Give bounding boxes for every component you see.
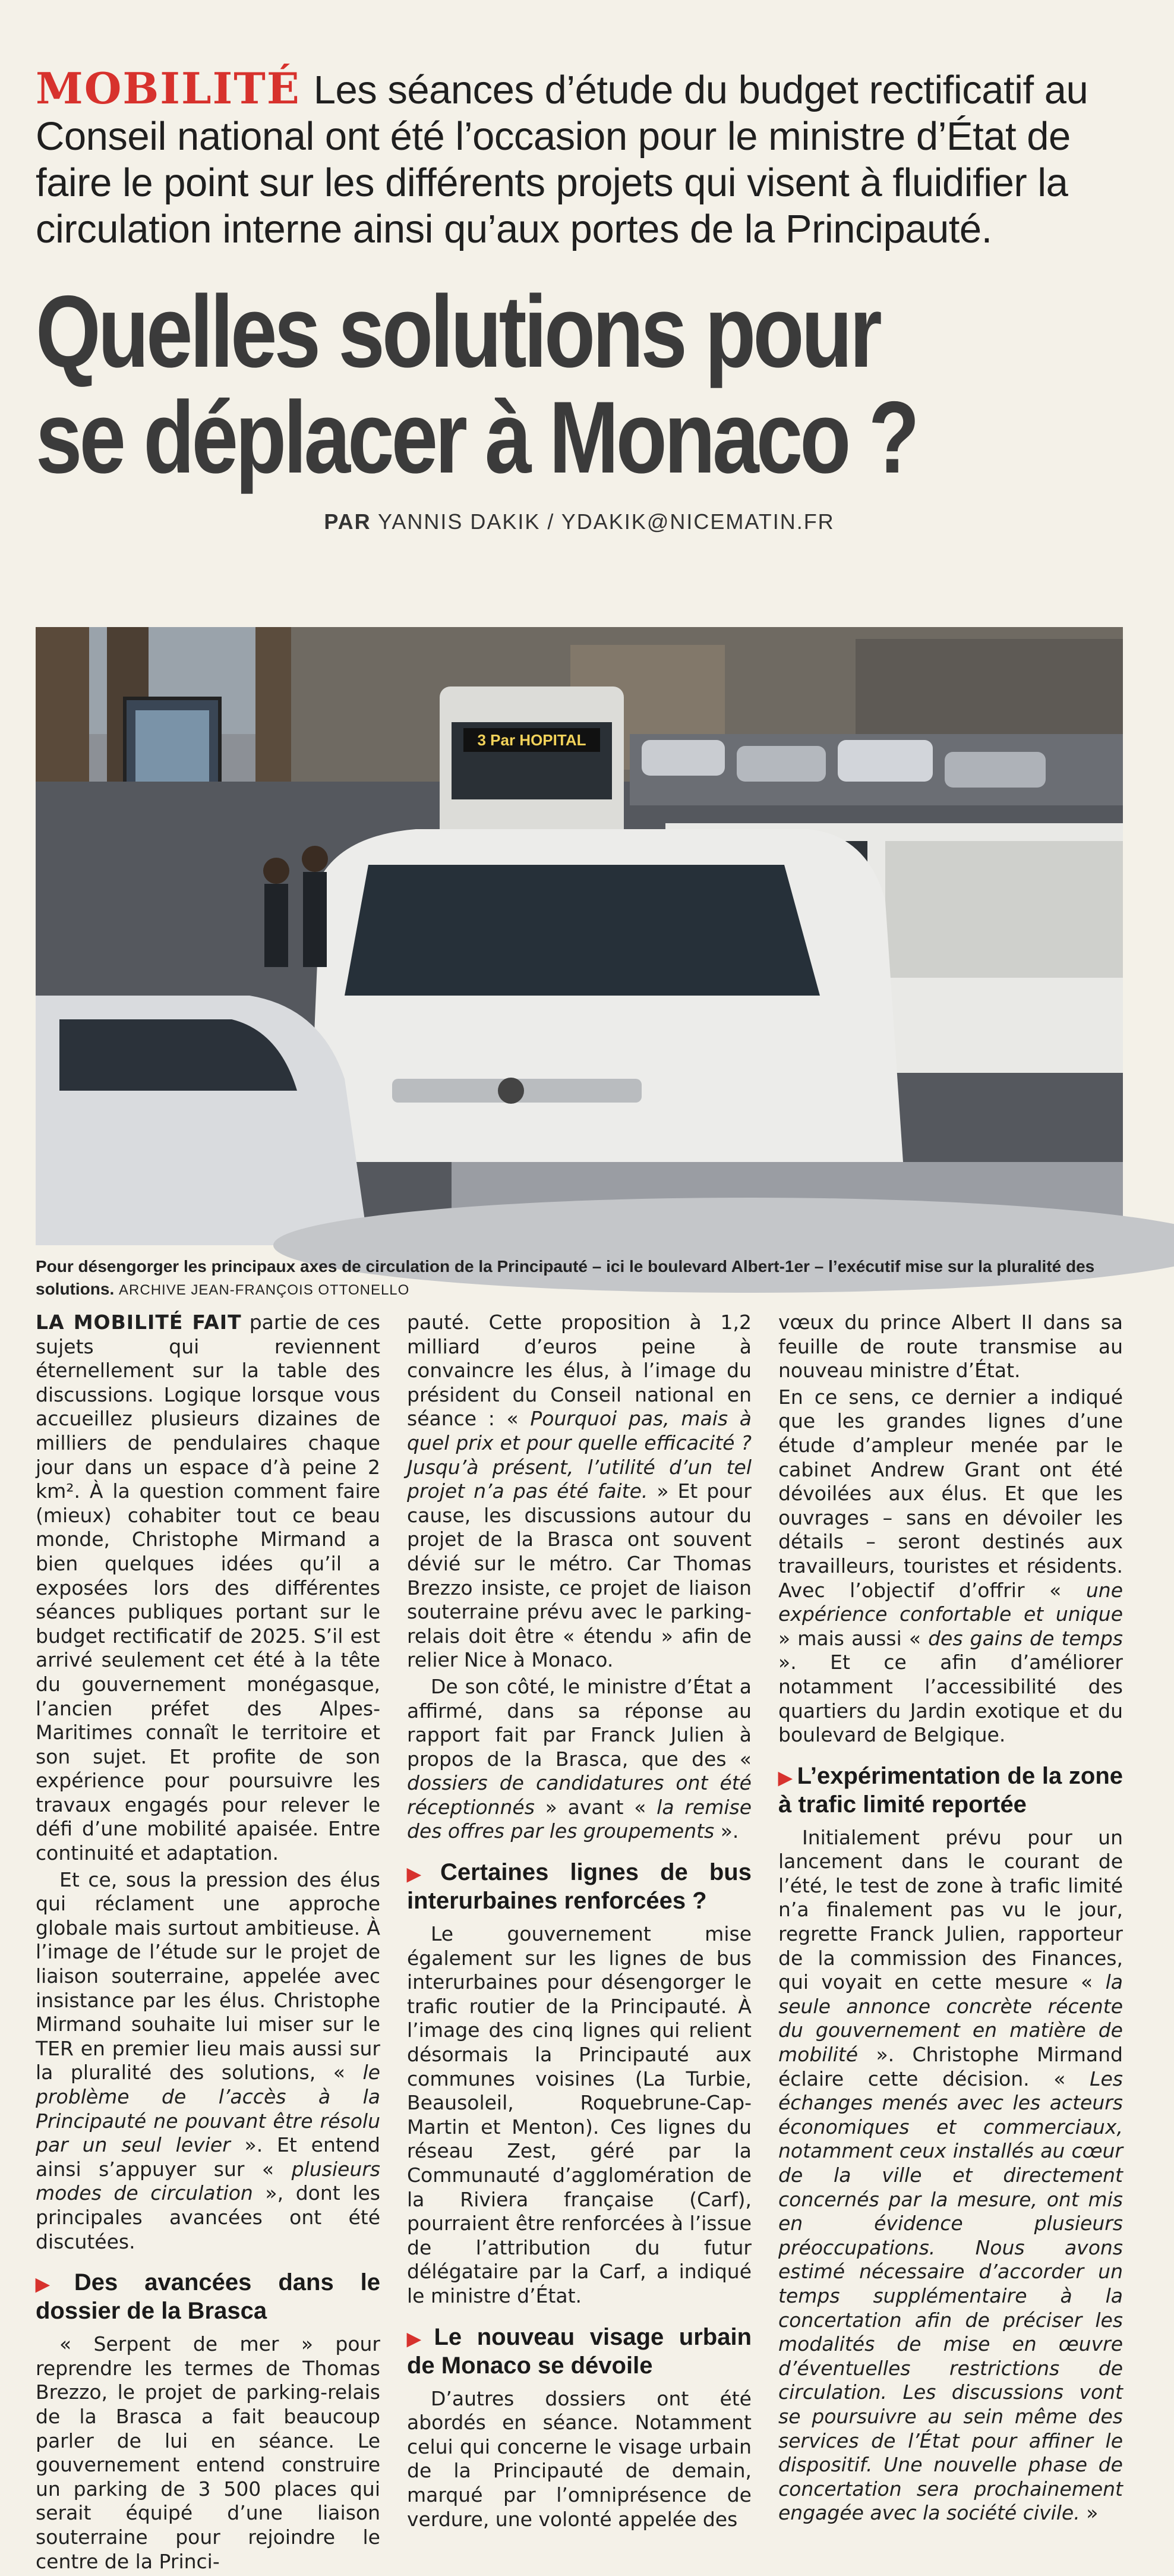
paragraph-text: ». Christophe Mirmand éclaire cette décision. «	[778, 2043, 1123, 2090]
run-in: LA MOBILITÉ FAIT	[36, 1311, 242, 1334]
paragraph	[407, 1922, 752, 2309]
paragraph	[407, 1311, 752, 1673]
paragraph	[407, 2387, 752, 2532]
paragraph-text: D’autres dossiers ont été abordés en séance. Notamment celui qui concerne le visage urbain de la Principauté de demain, marqué par l’omniprésence de verdure, une volonté appelée des	[407, 2386, 752, 2531]
section-kicker: MOBILITÉ	[36, 63, 301, 114]
paragraph-text: Le gouvernement mise également sur les lignes de bus interurbaines pour désengorger le trafic routier de la Principauté. À l’image des cinq lignes qui relient désormais la Principauté aux communes voisines (La Turbie, Beausoleil, Roquebrune-Cap-Martin et Menton). Ces lignes du réseau Zest, géré par la Communauté d’agglomération de la Riviera française (Carf), pourraient être renforcées à l’issue de l’attribution du futur délégataire par la Carf, a indiqué le ministre d’État.	[407, 1922, 752, 2307]
paragraph	[36, 1868, 380, 2254]
paragraph-text: Initialement prévu pour un lancement dans le courant de l’été, le test de zone à trafic limité n’a finalement pas vu le jour, regrette Franck Julien, rapporteur de la commission des Finances, qui voyait en cette mesure «	[778, 1825, 1123, 1994]
paragraph-text: ». Et entend ainsi s’appuyer sur «	[36, 2133, 381, 2181]
paragraph-text: », dont les principales avancées ont été discutées.	[36, 2181, 380, 2253]
lead-paragraph	[36, 65, 1123, 253]
lead-text: Les séances d’étude du budget rectificatif au Conseil national ont été l’occasion pour le ministre d’État de faire le point sur les différents projets qui visent à fluidifier la circulation interne ainsi qu’aux portes de la Principauté.	[36, 68, 1088, 251]
quote: le problème de l’accès à la Principauté ne pouvant être résolu par un seul levier	[36, 2061, 380, 2157]
byline-author: YANNIS DAKIK / YDAKIK@NICEMATIN.FR	[378, 509, 835, 534]
paragraph-text: » Et pour cause, les discussions autour du projet de la Brasca ont souvent dévié sur le métro. Car Thomas Brezzo insiste, ce projet de liaison souterraine prévu avec le parking-relais doit être « étendu » afin de relier Nice à Monaco.	[407, 1479, 752, 1672]
photo-credit: ARCHIVE JEAN-FRANÇOIS OTTONELLO	[119, 1282, 410, 1298]
quote: la remise des offres par les groupements	[407, 1795, 752, 1843]
paragraph-text: vœux du prince Albert II dans sa feuille de route transmise au nouveau ministre d’État.	[778, 1311, 1123, 1383]
paragraph-text: ». Et ce afin d’améliorer notamment l’accessibilité des quartiers du Jardin exotique et du boulevard de Belgique.	[778, 1651, 1123, 1747]
headline	[36, 275, 1107, 495]
paragraph-text: » mais aussi «	[778, 1626, 929, 1650]
article-header	[36, 65, 1123, 534]
headline-line-2: se déplacer à Monaco ?	[36, 380, 917, 495]
byline-prefix: PAR	[324, 509, 371, 534]
subheading	[407, 2324, 752, 2379]
subheading-text: L’expérimentation de la zone à trafic limité reportée	[778, 1762, 1123, 1818]
paragraph-text: pauté. Cette proposition à 1,2 milliard d’euros peine à convaincre les élus, à l’image du président du Conseil national en séance : «	[407, 1311, 752, 1431]
subheading	[778, 1763, 1123, 1818]
quote: une expérience confortable et unique	[778, 1578, 1123, 1626]
paragraph-text: « Serpent de mer » pour reprendre les termes de Thomas Brezzo, le projet de parking-relais de la Brasca a fait beaucoup parler de lui en séance. Le gouvernement entend construire un parking de 3 500 places qui serait équipé d’une liaison souterraine pour rejoindre le centre de la Princi-	[36, 2332, 380, 2573]
quote: plusieurs modes de circulation	[36, 2157, 380, 2205]
quote: Les échanges menés avec les acteurs économiques et commerciaux, notamment ceux installés au cœur de la ville et directement concernés par la mesure, ont mis en évidence plusieurs préoccupations. Nous avons estimé nécessaire d’accorder un temps supplémentaire à la concertation afin de préciser les modalités de mise en œuvre d’éventuelles restrictions de circulation. Les discussions vont se poursuivre au sein même des services de l’État pour affiner le dispositif. Une nouvelle phase de concertation sera prochainement engagée avec la société civile.	[778, 2067, 1123, 2525]
triangle-icon: ▶	[778, 1768, 793, 1788]
quote: la seule annonce concrète récente du gouvernement en matière de mobilité	[778, 1970, 1123, 2067]
article-photo	[36, 627, 1123, 1245]
paragraph-text: Et ce, sous la pression des élus qui réclament une approche globale mais surtout ambitieuse. À l’image de l’étude sur le projet de liaison souterraine, appelée avec insistance par les élus. Christophe Mirmand souhaite lui miser sur le TER en premier lieu mais aussi sur la pluralité des solutions, «	[36, 1868, 380, 2084]
quote: Pourquoi pas, mais à quel prix et pour quelle efficacité ? Jusqu’à présent, l’utilité d’un tel projet n’a pas été faite.	[407, 1407, 752, 1503]
subheading	[407, 1859, 752, 1914]
paragraph	[778, 1311, 1123, 1383]
triangle-icon: ▶	[36, 2275, 70, 2295]
quote: des gains de temps	[928, 1626, 1123, 1650]
paragraph-text: » avant «	[534, 1795, 657, 1819]
paragraph-text: De son côté, le ministre d’État a affirmé, dans sa réponse au rapport fait par Franck Julien à propos de la Brasca, que des «	[407, 1674, 752, 1771]
subheading-text: Des avancées dans le dossier de la Brasca	[36, 2269, 380, 2325]
headline-line-1: Quelles solutions pour	[36, 275, 879, 389]
paragraph-text: partie de ces sujets qui reviennent éternellement sur la table des discussions. Logique lorsque vous accueillez plusieurs dizaines de milliers de pendulaires chaque jour dans un espace d’à peine 2 km². À la question comment faire (mieux) cohabiter tout ce beau monde, Christophe Mirmand a bien quelques idées qu’il a exposées lors des différentes séances publiques portant sur le budget rectificatif de 2025. S’il est arrivé seulement cet été à la tête du gouvernement monégasque, l’ancien préfet des Alpes-Maritimes connaît le territoire et son sujet. Et profite de son expérience pour poursuivre les travaux engagés pour relever le défi d’une mobilité apaisée. Entre continuité et adaptation.	[36, 1311, 381, 1865]
paragraph	[407, 1675, 752, 1844]
paragraph-text: ».	[714, 1819, 739, 1843]
column-3	[778, 1311, 1123, 2528]
paragraph	[36, 2332, 380, 2574]
paragraph	[778, 1385, 1123, 1747]
column-2	[407, 1311, 752, 2534]
article-body	[36, 1311, 1123, 2573]
quote: dossiers de candidatures ont été réceptionnés	[407, 1771, 752, 1819]
paragraph	[778, 1826, 1123, 2525]
street-traffic-illustration	[36, 627, 1123, 1245]
paragraph-text: En ce sens, ce dernier a indiqué que les grandes lignes d’une étude d’ampleur menée par le cabinet Andrew Grant ont été dévoilées aux élus. Et que les ouvrages – sans en dévoiler les détails – seront destinés aux travailleurs, touristes et résidents. Avec l’objectif d’offrir «	[778, 1385, 1123, 1602]
triangle-icon: ▶	[407, 2329, 430, 2349]
bus-destination-sign: 3 Par HOPITAL	[477, 731, 586, 749]
byline	[36, 509, 1123, 534]
paragraph	[36, 1311, 380, 1866]
caption-text: Pour désengorger les principaux axes de circulation de la Principauté – ici le boulevard Albert-1er – l’exécutif mise sur la pluralité des solutions.	[36, 1257, 1095, 1298]
photo-caption	[36, 1255, 1123, 1302]
subheading	[36, 2269, 380, 2324]
subheading-text: Le nouveau visage urbain de Monaco se dévoile	[407, 2323, 752, 2379]
paragraph-text: »	[1080, 2501, 1099, 2525]
subheading-text: Certaines lignes de bus interurbaines renforcées ?	[407, 1859, 752, 1914]
column-1	[36, 1311, 380, 2576]
triangle-icon: ▶	[407, 1865, 436, 1885]
